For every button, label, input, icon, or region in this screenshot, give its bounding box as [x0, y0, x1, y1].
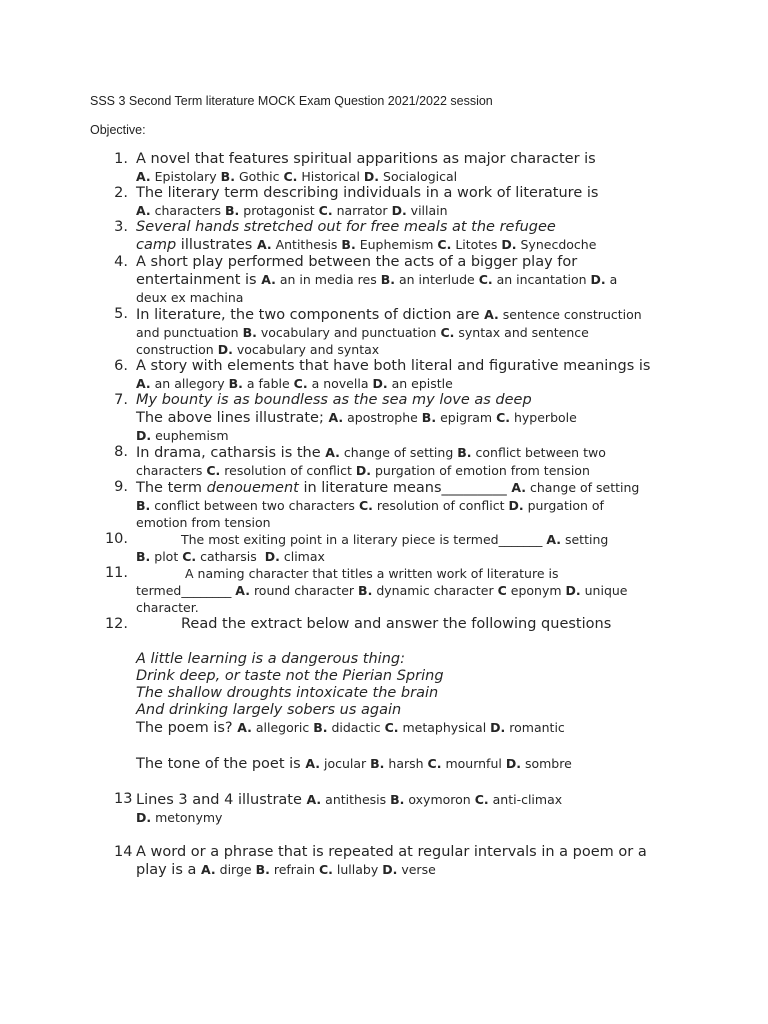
option-c: hyperbole [513, 410, 577, 425]
option-d: Synecdoche [520, 237, 597, 252]
question-10: 10. The most exiting point in a literary piece is termed_______ A. setting B. plot C. catharsis D. climax [0, 531, 768, 565]
option-c-cont: construction [136, 342, 214, 357]
section-objective-label: Objective: [90, 123, 146, 137]
option-b: epigram [440, 410, 493, 425]
option-b: oxymoron [408, 792, 471, 807]
option-c: resolution of conflict [224, 463, 352, 478]
option-c: an incantation [496, 272, 587, 287]
option-c: resolution of conflict [376, 498, 505, 513]
option-d-cont: emotion from tension [136, 515, 271, 530]
option-a: change of setting [530, 480, 640, 495]
option-c: mournful [445, 756, 502, 771]
option-b: protagonist [243, 203, 315, 218]
question-number: 13 [114, 791, 133, 807]
option-a: dirge [219, 862, 252, 877]
question-stem: A short play performed between the acts of a bigger play for [136, 254, 578, 270]
question-3: 3. Several hands stretched out for free meals at the refugee camp illustrates A. Antithesis B. Euphemism C. Litotes D. Synecdoche [0, 219, 768, 254]
option-b: conflict between two characters [154, 498, 355, 513]
question-stem: A naming character that titles a written work of literature is [185, 566, 559, 581]
option-b: Euphemism [359, 237, 434, 252]
question-stem-tail: illustrates [180, 237, 253, 253]
question-4: 4. A short play performed between the acts of a bigger play for entertainment is A. an in media res B. an interlude C. an incantation D. a deux ex machina [0, 254, 768, 306]
question-stem-quote-end: camp [136, 237, 177, 253]
question-number: 7. [114, 392, 128, 408]
question-number: 11. [104, 565, 128, 581]
question-stem-cont: play is a [136, 862, 197, 878]
option-a-cont: and punctuation [136, 325, 239, 340]
question-stem: The tone of the poet is [136, 756, 301, 772]
option-d: euphemism [155, 428, 229, 443]
option-a: apostrophe [347, 410, 418, 425]
option-c: lullaby [336, 862, 379, 877]
question-number: 1. [114, 151, 128, 167]
question-number: 6. [114, 358, 128, 374]
question-stem: In drama, catharsis is the [136, 445, 321, 461]
question-5: 5. In literature, the two components of diction are A. sentence construction and punctuation B. vocabulary and punctuation C. syntax and sentence construction D. vocabulary and syntax [0, 306, 768, 358]
question-14: 14 A word or a phrase that is repeated at regular intervals in a poem or a play is a A. dirge B. refrain C. lullaby D. verse [0, 844, 768, 879]
poem-line-1: A little learning is a dangerous thing: [136, 651, 405, 667]
question-6 [0, 358, 768, 392]
question-number: 10. [104, 531, 128, 547]
option-b: didactic [331, 720, 381, 735]
question-number: 5. [114, 306, 128, 322]
option-c: narrator [336, 203, 388, 218]
question-number: 9. [114, 479, 128, 495]
option-b: harsh [388, 756, 424, 771]
question-11: 11. A naming character that titles a written work of literature is termed________ A. round character B. dynamic character C eponym D. unique character. [0, 565, 768, 616]
option-a: antithesis [325, 792, 387, 807]
question-13: 13 Lines 3 and 4 illustrate A. antithesis B. oxymoron C. anti-climax D. metonymy [114, 791, 563, 825]
poem-extract [0, 651, 768, 737]
question-stem: Lines 3 and 4 illustrate [136, 792, 302, 808]
question-options: A. an allegory B. a fable C. a novella D. an epistle [136, 376, 453, 391]
question-9: 9. The term denouement in literature means_________ A. change of setting B. conflict between two characters C. resolution of conflict D. purgation of emotion from tension [0, 479, 768, 531]
option-a: setting [564, 532, 609, 547]
question-stem: A word or a phrase that is repeated at regular intervals in a poem or a [136, 844, 647, 860]
option-b: a fable [246, 376, 290, 391]
question-options: A. Epistolary B. Gothic C. Historical D. Socialogical [136, 169, 458, 184]
poem-line-4: And drinking largely sobers us again [136, 702, 402, 718]
question-1 [0, 151, 768, 185]
question-number: 2. [114, 185, 128, 201]
option-b: conflict between two [475, 445, 606, 460]
question-stem: The above lines illustrate; [136, 410, 324, 426]
option-c: catharsis [200, 549, 257, 564]
question-12 [0, 616, 768, 633]
option-d: purgation of emotion from tension [375, 463, 590, 478]
option-b: dynamic character [376, 583, 494, 598]
option-b: refrain [273, 862, 315, 877]
option-a: Antithesis [275, 237, 338, 252]
question-options: A. characters B. protagonist C. narrator D. villain [136, 203, 448, 218]
question-number: 12. [104, 616, 128, 632]
option-d: sombre [524, 756, 572, 771]
question-8: 8. In drama, catharsis is the A. change of setting B. conflict between two characters C. resolution of conflict D. purgation of emotion from tension [0, 444, 768, 479]
question-number: 3. [114, 219, 128, 235]
question-stem: The most exiting point in a literary piece is termed_______ [181, 532, 543, 547]
option-c: Litotes [455, 237, 498, 252]
option-a: allegoric [255, 720, 310, 735]
question-stem-post: in literature means_________ [303, 480, 507, 496]
option-d: romantic [509, 720, 565, 735]
option-b: an interlude [399, 272, 475, 287]
option-c: a novella [311, 376, 369, 391]
option-d: unique [584, 583, 628, 598]
option-d: a [609, 272, 618, 287]
option-c: Historical [301, 169, 360, 184]
option-a: sentence construction [502, 307, 642, 322]
question-stem-quote: My bounty is as boundless as the sea my love as deep [136, 392, 532, 408]
option-c: eponym [510, 583, 562, 598]
question-stem-term: denouement [206, 480, 299, 496]
option-c: syntax and sentence [458, 325, 589, 340]
option-a: round character [253, 583, 355, 598]
poem-question-2: The tone of the poet is A. jocular B. harsh C. mournful D. sombre [136, 756, 572, 772]
question-number: 8. [114, 444, 128, 460]
question-stem: The literary term describing individuals in a work of literature is [136, 185, 599, 201]
poem-question-1: The poem is? A. allegoric B. didactic C. metaphysical D. romantic [136, 720, 565, 736]
option-b: Gothic [238, 169, 280, 184]
poem-line-2: Drink deep, or taste not the Pierian Spring [136, 668, 444, 684]
option-a: Epistolary [154, 169, 217, 184]
option-d: purgation of [527, 498, 604, 513]
question-number: 4. [114, 254, 128, 270]
question-stem-pre: The term [136, 480, 203, 496]
question-stem: A story with elements that have both literal and figurative meanings is [136, 358, 651, 374]
option-a: an allegory [154, 376, 225, 391]
option-d: metonymy [155, 810, 223, 825]
question-stem-cont: entertainment is [136, 272, 257, 288]
option-c: metaphysical [402, 720, 487, 735]
option-a: change of setting [343, 445, 454, 460]
option-c: anti-climax [492, 792, 563, 807]
question-stem-cont: termed________ [136, 583, 232, 598]
question-2 [0, 185, 768, 219]
option-a: jocular [323, 756, 367, 771]
option-d: villain [410, 203, 448, 218]
question-number: 14 [114, 844, 133, 860]
option-d: Socialogical [383, 169, 458, 184]
option-d: verse [401, 862, 436, 877]
option-a: characters [154, 203, 222, 218]
option-b: plot [154, 549, 179, 564]
option-d: an epistle [391, 376, 453, 391]
question-stem: A novel that features spiritual apparitions as major character is [136, 151, 596, 167]
option-d: vocabulary and syntax [236, 342, 380, 357]
question-stem: In literature, the two components of diction are [136, 307, 480, 323]
question-7: 7. My bounty is as boundless as the sea my love as deep The above lines illustrate; A. apostrophe B. epigram C. hyperbole D. euphemism [0, 392, 768, 444]
option-d-cont: deux ex machina [136, 290, 244, 305]
option-d: climax [283, 549, 325, 564]
option-a: an in media res [279, 272, 377, 287]
option-b: vocabulary and punctuation [260, 325, 437, 340]
option-b-cont: characters [136, 463, 203, 478]
question-stem-quote: Several hands stretched out for free meals at the refugee [136, 219, 556, 235]
poem-line-3: The shallow droughts intoxicate the brain [136, 685, 439, 701]
question-stem: Read the extract below and answer the following questions [181, 616, 612, 632]
question-stem: The poem is? [136, 720, 233, 736]
document-header: SSS 3 Second Term literature MOCK Exam Question 2021/2022 session [90, 94, 493, 108]
option-d-cont: character. [136, 600, 199, 615]
question-list [0, 151, 768, 879]
